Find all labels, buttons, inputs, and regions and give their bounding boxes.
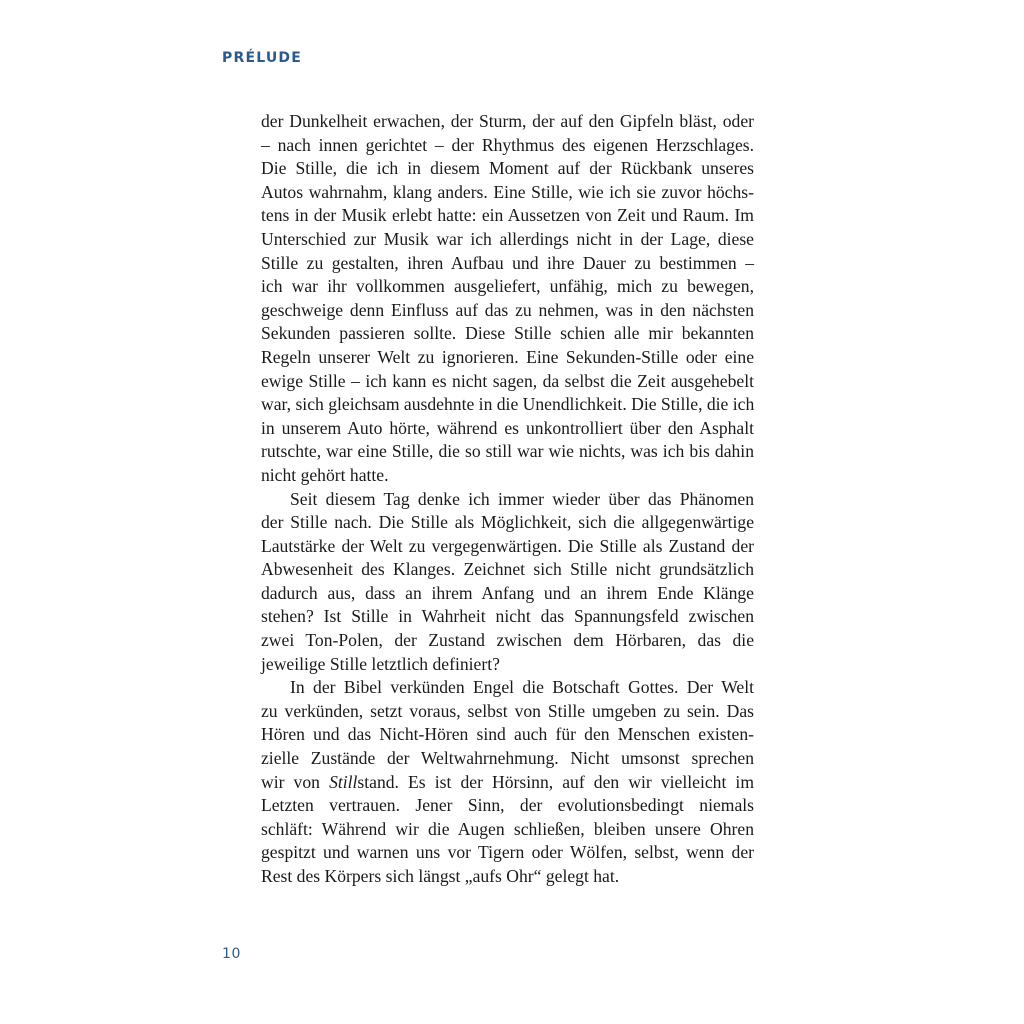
text-segment: wir von xyxy=(261,771,330,792)
body-text xyxy=(261,110,754,889)
text-line: Rest des Körpers sich längst „aufs Ohr“ gelegt hat. xyxy=(261,866,620,886)
text-line: Letzten vertrauen. Jener Sinn, der evolutionsbedingt niemals xyxy=(261,795,754,816)
text-line: Autos wahrnahm, klang anders. Eine Stille, wie ich sie zuvor höchs- xyxy=(261,181,754,202)
text-line: der Dunkelheit erwachen, der Sturm, der auf den Gipfeln bläst, oder xyxy=(261,111,754,131)
text-line: war, sich gleichsam ausdehnte in die Unendlichkeit. Die Stille, die ich xyxy=(261,394,755,415)
text-line: dadurch aus, dass an ihrem Anfang und an ihrem Ende Klänge xyxy=(261,582,754,603)
text-line: Unterschied zur Musik war ich allerdings nicht in der Lage, diese xyxy=(261,228,754,249)
text-line: Regeln unserer Welt zu ignorieren. Eine Sekunden-Stille oder eine xyxy=(261,346,754,367)
text-line: zwei Ton-Polen, der Zustand zwischen dem Hörbaren, das die xyxy=(261,630,754,651)
text-line: ewige Stille – ich kann es nicht sagen, da selbst die Zeit ausgehebelt xyxy=(261,370,754,391)
page-number: 10 xyxy=(222,946,242,962)
text-line: zu verkünden, setzt voraus, selbst von Stille umgeben zu sein. Das xyxy=(261,700,754,721)
text-line: In der Bibel verkünden Engel die Botschaft Gottes. Der Welt xyxy=(290,677,754,698)
text-line xyxy=(261,771,754,795)
text-line: – nach innen gerichtet – der Rhythmus des eigenen Herzschlages. xyxy=(261,134,754,155)
text-line: nicht gehört hatte. xyxy=(261,464,389,485)
text-line: Abwesenheit des Klanges. Zeichnet sich Stille nicht grundsätzlich xyxy=(261,559,754,580)
emphasized-text: Still xyxy=(329,771,358,792)
text-line: in unserem Auto hörte, während es unkontrolliert über den Asphalt xyxy=(261,417,754,438)
text-line: zielle Zustände der Weltwahrnehmung. Nicht umsonst sprechen xyxy=(261,748,754,769)
text-line: stehen? Ist Stille in Wahrheit nicht das Spannungsfeld zwischen xyxy=(261,606,754,627)
text-line: tens in der Musik erlebt hatte: ein Aussetzen von Zeit und Raum. Im xyxy=(261,205,754,226)
text-line: rutschte, war eine Stille, die so still war wie nichts, was ich bis dahin xyxy=(261,441,754,462)
text-line: jeweilige Stille letztlich definiert? xyxy=(261,653,500,674)
text-line: gespitzt und warnen uns vor Tigern oder Wölfen, selbst, wenn der xyxy=(261,842,754,863)
text-line: Die Stille, die ich in diesem Moment auf der Rückbank unseres xyxy=(261,158,754,179)
text-line: der Stille nach. Die Stille als Möglichkeit, sich die allgegenwärtige xyxy=(261,512,754,533)
text-line: schläft: Während wir die Augen schließen, bleiben unsere Ohren xyxy=(261,818,754,839)
text-line: Seit diesem Tag denke ich immer wieder über das Phänomen xyxy=(290,488,754,509)
text-segment: stand. Es ist der Hörsinn, auf den wir vielleicht im xyxy=(357,771,755,792)
running-head: PRÉLUDE xyxy=(222,50,302,66)
text-line: ich war ihr vollkommen ausgeliefert, unfähig, mich zu bewegen, xyxy=(261,276,754,297)
text-line: Hören und das Nicht-Hören sind auch für den Menschen existen- xyxy=(261,724,754,745)
text-line: Sekunden passieren sollte. Diese Stille schien alle mir bekannten xyxy=(261,323,754,344)
text-line: Lautstärke der Welt zu vergegenwärtigen. Die Stille als Zustand der xyxy=(261,535,754,556)
text-line: Stille zu gestalten, ihren Aufbau und ihre Dauer zu bestimmen – xyxy=(261,252,754,273)
text-line: geschweige denn Einfluss auf das zu nehmen, was in den nächsten xyxy=(261,299,754,320)
